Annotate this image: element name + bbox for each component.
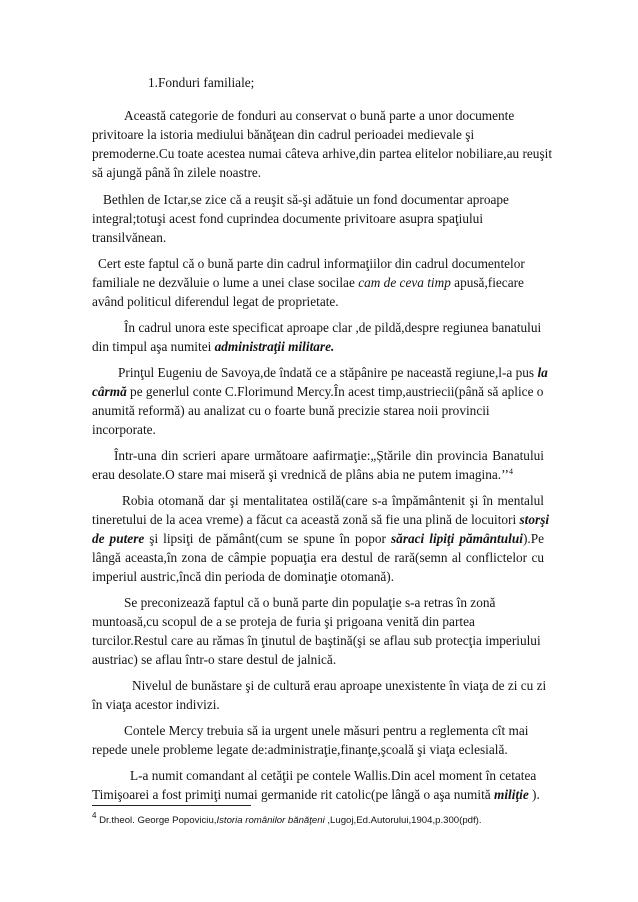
paragraph-7-line-4: lângă aceasta,în zona de câmpie popuaţia era destul de rară(semn al conflictelor cu (92, 550, 544, 565)
paragraph-1-line-1: Această categorie de fonduri au conservat o bună parte a unor documente (124, 108, 515, 123)
paragraph-5-line-2: cârmă pe generlul conte C.Florimund Mercy.În acest timp,austriecii(până să aplice o (92, 384, 544, 399)
paragraph-2-line-3: transilvănean. (92, 230, 167, 245)
paragraph-10-line-2: repede unele probleme legate de:administraţie,finanţe,şcoală şi viaţa eclesială. (92, 742, 508, 757)
paragraph-6-line-1: Într-una din scrieri apare următoare aafirmaţie:„Ștările din provincia Banatului (114, 448, 544, 463)
paragraph-1-line-4: să ajungă până în zilele noastre. (92, 165, 262, 180)
paragraph-10-line-1: Contele Mercy trebuia să ia urgent unele măsuri pentru a reglementa cît mai (124, 723, 529, 738)
paragraph-11-line-1: L-a numit comandant al cetăţii pe contele Wallis.Din acel moment în cetatea (130, 768, 537, 783)
paragraph-3-line-3: având politicul diferendul legat de proprietate. (92, 294, 339, 309)
paragraph-9-line-1: Nivelul de bunăstare şi de cultură erau aproape unexistente în viaţa de zi cu zi (132, 678, 547, 693)
paragraph-8-line-1: Se preconizează faptul că o bună parte din populaţie s-a retras în zonă (124, 595, 496, 610)
paragraph-3-line-1: Cert este faptul că o bună parte din cadrul informaţiilor din cadrul documentelor (98, 256, 525, 271)
footnote-number: 4 (92, 811, 97, 820)
footnote: $^4$ Dr.theol. George Popoviciu,Istoria românilor bănăţeni ,Lugoj,Ed.Autorului,1904,p.300(pdf). (92, 811, 482, 826)
paragraph-8-line-4: austriac) se aflau într-o stare destul de jalnică. (92, 652, 337, 667)
footnote-ref: 4 (508, 467, 513, 476)
paragraph-1-line-3: premoderne.Cu toate acestea numai câteva arhive,din partea elitelor nobiliare,au reuşit (92, 146, 553, 161)
paragraph-1-line-2: privitoare la istoria mediului bănăţean din cadrul perioadei medievale şi (92, 127, 475, 142)
paragraph-8-line-3: turcilor.Restul care au rămas în ţinutul de baştină(şi se aflau sub protecţia imperiului (92, 633, 541, 648)
section-heading: 1.Fonduri familiale; (148, 75, 255, 90)
paragraph-6-line-2: erau desolate.O stare mai miseră şi vrednică de plâns abia ne putem imagina.’’$^4$ (92, 467, 513, 482)
paragraph-5-line-3: anumită reformă) au analizat cu o foarte bună precizie starea noii provincii (92, 403, 490, 418)
paragraph-2-line-1: Bethlen de Ictar,se zice că a reuşit să-şi adătuie un fond documentar aproape (103, 192, 509, 207)
paragraph-11-line-2: Timişoarei a fost primiţi numai germanide rit catolic(pe lângă o aşa numită miliţie ). (92, 787, 540, 802)
paragraph-5-line-1: Prinţul Eugeniu de Savoya,de îndată ce a stăpânire pe naceastă regiune,l-a pus la (118, 365, 548, 380)
paragraph-8-line-2: muntoasă,cu scopul de a se proteja de furia şi prigoana venită din partea (92, 614, 475, 629)
paragraph-5-line-4: incorporate. (92, 422, 156, 437)
paragraph-7-line-5: imperiul austric,încă din perioda de dominaţie otomană). (92, 569, 395, 584)
paragraph-3-line-2: familiale ne dezvăluie o lume a unei clase socilae cam de ceva timp apusă,fiecare (92, 275, 524, 290)
paragraph-7-line-2: tineretului de la acea vreme) a făcut ca această zonă să fie una plină de locuitori storşi (92, 512, 550, 527)
paragraph-7-line-3: de putere şi lipsiţi de pământ(cum se spune în popor săraci lipiţi pământului).Pe (92, 531, 544, 546)
paragraph-7-line-1: Robia otomană dar şi mentalitatea ostilă(care s-a împământenit şi în mentalul (122, 493, 544, 508)
paragraph-4-line-2: din timpul aşa numitei administraţii militare. (92, 339, 335, 354)
footnote-separator (92, 805, 251, 806)
paragraph-4-line-1: În cadrul unora este specificat aproape clar ,de pildă,despre regiunea banatului (124, 320, 542, 335)
paragraph-9-line-2: în viaţa acestor indivizi. (92, 697, 220, 712)
paragraph-2-line-2: integral;totuşi acest fond cuprindea documente privitoare asupra spaţiului (92, 211, 484, 226)
